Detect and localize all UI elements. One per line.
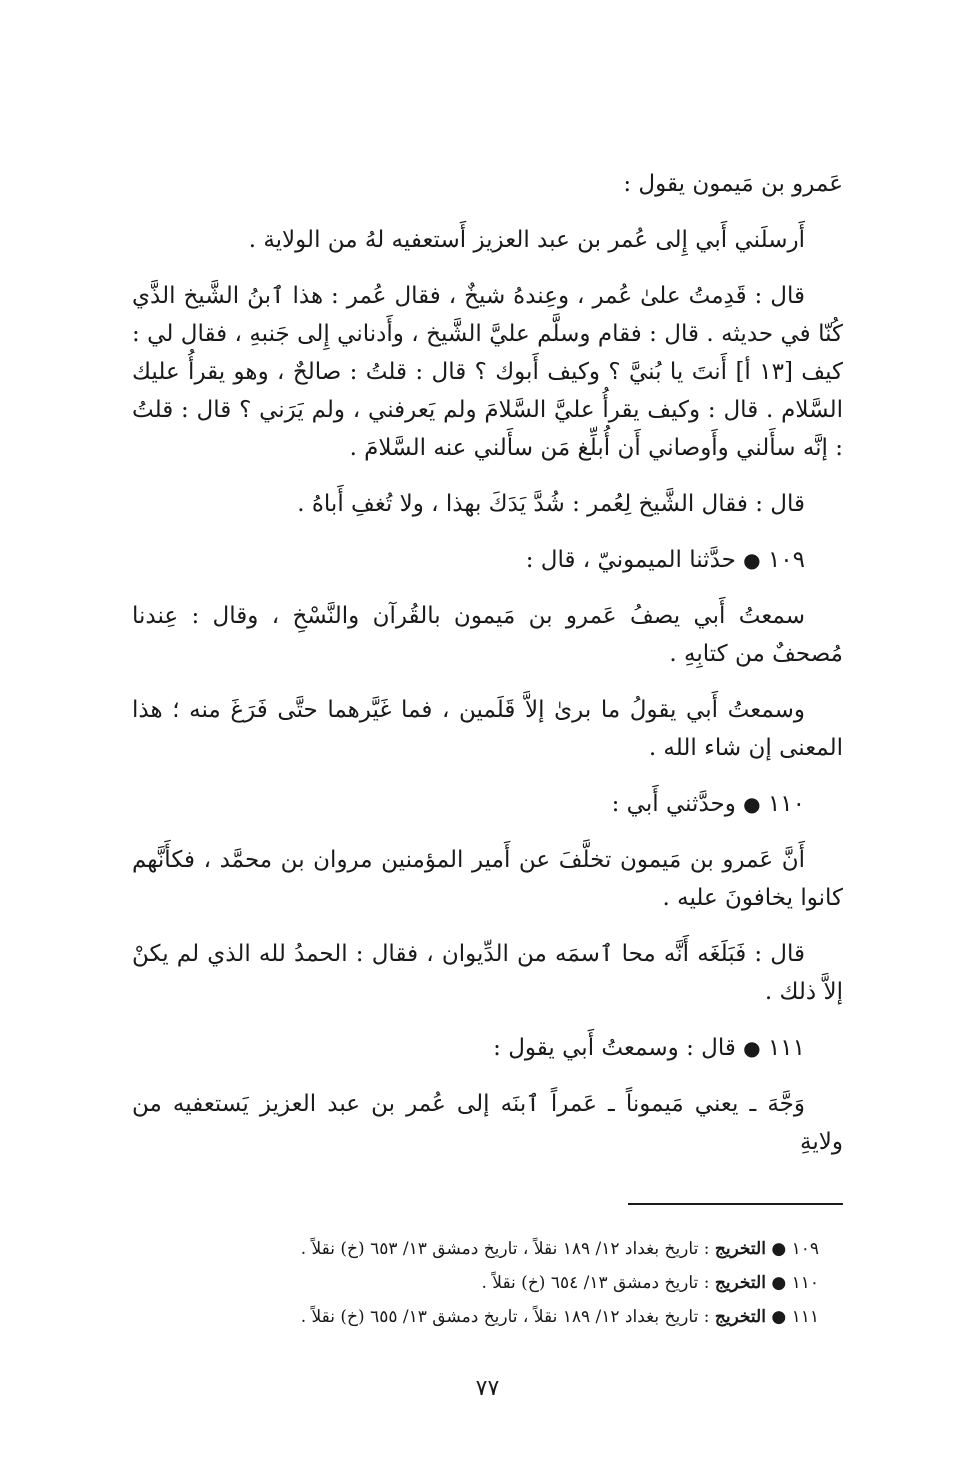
bullet-icon: ● (743, 548, 761, 572)
main-text (132, 165, 843, 1179)
footnote-label: التخريج (714, 1273, 766, 1293)
hadith-111-heading (132, 1029, 843, 1067)
footnote-label: التخريج (714, 1239, 766, 1259)
footnote-number: ١٠٩ (791, 1239, 819, 1259)
hadith-intro: حدَّثنا الميمونيّ ، قال : (525, 547, 736, 573)
footnote-divider (628, 1203, 843, 1205)
paragraph-1: عَمرو بن مَيمون يقول : (623, 171, 843, 197)
footnote-number: ١١٠ (791, 1273, 819, 1293)
hadith-number: ١١١ (767, 1035, 805, 1061)
bullet-icon: ● (771, 1307, 787, 1327)
footnote-110 (132, 1266, 843, 1300)
footnote-111 (132, 1300, 843, 1334)
paragraph-4: قال : فقال الشَّيخ لِعُمر : شُدَّ يَدَكَ بهذا ، ولا تُغفِ أَباهُ . (297, 491, 805, 517)
footnote-number: ١١١ (791, 1307, 819, 1327)
paragraph-5: سمعتُ أَبي يصفُ عَمرو بن مَيمون بالقُرآن والنَّسْخِ ، وقال : عِندنا مُصحفٌ من كتابِهِ . (132, 603, 843, 667)
paragraph-6: وسمعتُ أَبي يقولُ ما برىٰ إلاَّ قَلَمين ، فما غَيَّرهما حتَّى فَرَغَ منه ؛ هذا المعنى إن شاء الله . (132, 697, 843, 761)
footnote-text: : تاريخ بغداد ١٢/ ١٨٩ نقلاً ، تاريخ دمشق ١٣/ ٦٥٥ (خ) نقلاً . (300, 1307, 710, 1327)
paragraph-2: أَرسلَني أَبي إِلى عُمر بن عبد العزيز أَستعفيه لهُ من الولاية . (248, 227, 805, 253)
footnote-109 (132, 1232, 843, 1266)
hadith-number: ١١٠ (767, 791, 805, 817)
hadith-number: ١٠٩ (767, 547, 805, 573)
hadith-intro: قال : وسمعتُ أَبي يقول : (493, 1035, 736, 1061)
bullet-icon: ● (771, 1239, 787, 1259)
bullet-icon: ● (743, 1036, 761, 1060)
page-number: ٧٧ (475, 1376, 500, 1401)
bullet-icon: ● (771, 1273, 787, 1293)
paragraph-8: قال : فَبَلَغَه أَنَّه محا ٱسمَه من الدِّيوان ، فقال : الحمدُ لله الذي لم يكنْ إلاَّ ذلك . (132, 941, 843, 1005)
footnotes (132, 1232, 843, 1334)
hadith-110-heading (132, 785, 843, 823)
footnote-label: التخريج (714, 1307, 766, 1327)
footnote-text: : تاريخ دمشق ١٣/ ٦٥٤ (خ) نقلاً . (481, 1273, 710, 1293)
bullet-icon: ● (743, 792, 761, 816)
paragraph-9: وَجَّهَ ـ يعني مَيموناً ـ عَمراً ٱبنَه إلى عُمر بن عبد العزيز يَستعفيه من ولايةِ (132, 1091, 843, 1155)
paragraph-7: أَنَّ عَمرو بن مَيمون تخلَّفَ عن أَمير المؤمنين مروان بن محمَّد ، فكأَنَّهم كانوا يخافونَ عليه . (132, 847, 843, 911)
footnote-text: : تاريخ بغداد ١٢/ ١٨٩ نقلاً ، تاريخ دمشق ١٣/ ٦٥٣ (خ) نقلاً . (300, 1239, 710, 1259)
hadith-intro: وحدَّثني أَبي : (611, 791, 736, 817)
hadith-109-heading (132, 541, 843, 579)
paragraph-3: قال : قَدِمتُ علىٰ عُمر ، وعِندهُ شيخٌ ، فقال عُمر : هذا ٱبنُ الشَّيخ الذَّي كُنّا في حديثه . قال : فقام وسلَّم عليَّ الشَّيخ ، وأَدناني إِلى جَنبهِ ، فقال لي : كيف [١٣ أ] أَنتَ يا بُنيَّ ؟ وكيف أَبوك ؟ قال : قلتُ : صالحٌ ، وهو يقرأُ عليك السَّلام . قال : وكيف يقرأُ عليَّ السَّلامَ ولم يَعرفني ، ولم يَرَني ؟ قال : قلتُ : إنَّه سأَلني وأَوصاني أَن أُبلِّغ مَن سأَلني عنه السَّلامَ . (132, 283, 843, 461)
